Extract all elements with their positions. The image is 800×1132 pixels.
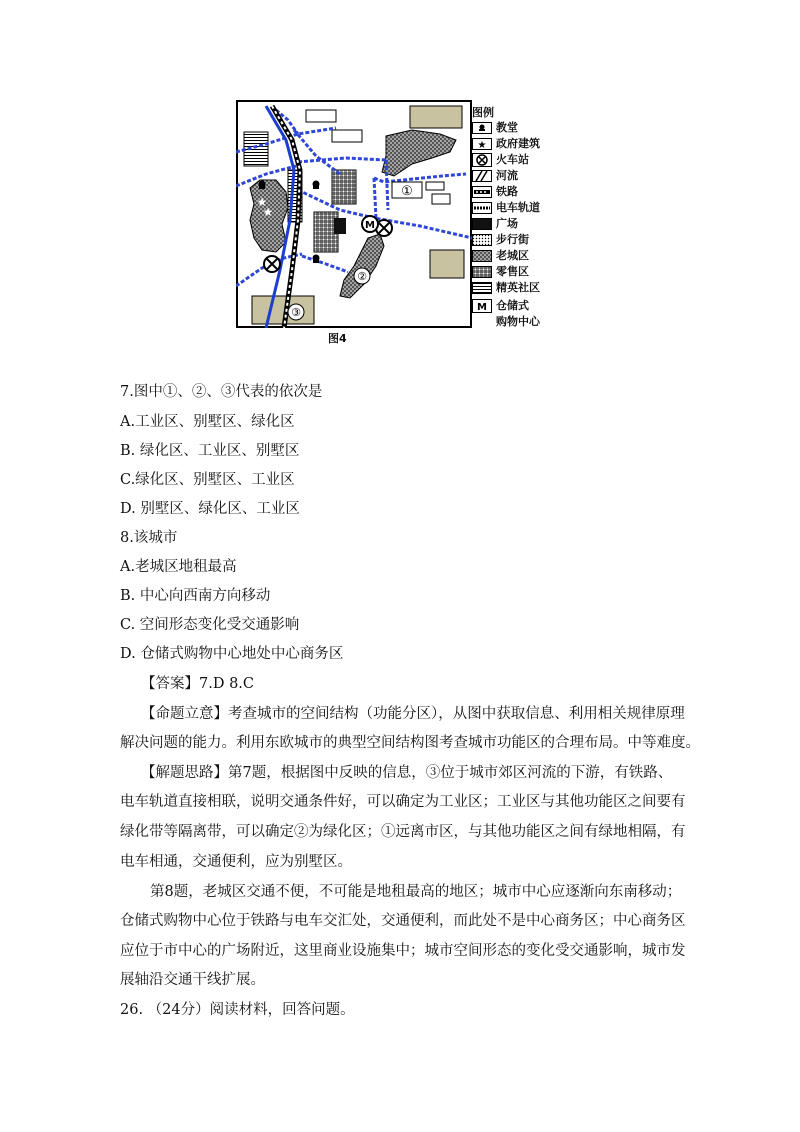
analysis-line-8: 展轴沿交通干线扩展。 [120, 972, 265, 988]
star-icon: ★ [256, 195, 268, 209]
zone-3-marker [288, 304, 304, 320]
question-7-option-b: B. 绿化区、工业区、别墅区 [120, 443, 300, 459]
warehouse-mall-icon [362, 216, 378, 232]
church-icon [472, 122, 492, 134]
legend-item-government: ★ 政府建筑 [472, 136, 540, 151]
star-icon [472, 138, 492, 150]
analysis-line-5: 第8题，老城区交通不便，不可能是地租最高的地区；城市中心应逐渐向东南移动； [150, 884, 682, 900]
old-town-icon [472, 250, 492, 262]
pedestrian-street-icon [472, 234, 492, 246]
star-icon: ★ [262, 205, 274, 219]
question-8: 8.该城市 [120, 530, 178, 546]
elite-block [244, 132, 268, 166]
answer-line: 【答案】7.D 8.C [141, 676, 254, 692]
train-station-icon [472, 153, 492, 167]
figure-caption: 图4 [328, 332, 347, 345]
question-8-option-a: A.老城区地租最高 [120, 559, 237, 575]
legend-item-old-town: 老城区 [472, 248, 529, 263]
square-icon [472, 218, 492, 230]
church-icon [313, 181, 320, 190]
analysis-line-3: 绿化带等隔离带，可以确定②为绿化区；①远离市区，与其他功能区之间有绿地相隔，有 [120, 824, 686, 840]
river-icon [472, 170, 492, 182]
svg-text:★: ★ [477, 139, 487, 150]
white-block-2 [332, 130, 362, 142]
church-icon [313, 255, 320, 264]
intent-line-1: 【命题立意】考查城市的空间结构（功能分区），从图中获取信息、利用相关规律原理 [141, 706, 685, 722]
analysis-line-7: 应位于市中心的广场附近，这里商业设施集中；城市空间形态的变化受交通影响，城市发 [120, 943, 686, 959]
white-block-3 [426, 182, 444, 190]
analysis-line-2: 电车轨道直接相联，说明交通条件好，可以确定为工业区；工业区与其他功能区之间要有 [120, 794, 686, 810]
svg-text:②: ② [357, 270, 367, 283]
question-8-option-d: D. 仓储式购物中心地处中心商务区 [120, 646, 344, 662]
legend-title: 图例 [472, 106, 494, 119]
white-block [306, 110, 336, 122]
legend-item-train-station: 火车站 [472, 152, 529, 167]
legend-item-warehouse: M 仓储式 [472, 298, 529, 313]
analysis-line-4: 电车相通，交通便利，应为别墅区。 [120, 854, 352, 870]
question-7-option-a: A.工业区、别墅区、绿化区 [120, 414, 295, 430]
railway-icon [472, 186, 492, 198]
train-station-icon [264, 256, 280, 272]
retail-area-icon [472, 266, 492, 278]
analysis-line-6: 仓储式购物中心位于铁路与电车交汇处，交通便利，而此处不是中心商务区；中心商务区 [120, 913, 686, 929]
question-8-option-c: C. 空间形态变化受交通影响 [120, 617, 300, 633]
question-7: 7.图中①、②、③代表的依次是 [120, 384, 323, 400]
white-block-4 [432, 194, 450, 204]
svg-text:①: ① [401, 184, 413, 199]
area-block-right [430, 250, 464, 278]
legend-item-tram: 电车轨道 [472, 200, 540, 215]
svg-text:M: M [477, 301, 487, 313]
legend-item-pedestrian: 步行街 [472, 232, 529, 247]
city-structure-figure [236, 100, 566, 350]
question-8-option-b: B. 中心向西南方向移动 [120, 588, 271, 604]
legend-item-church: 教堂 [472, 120, 518, 135]
question-7-option-d: D. 别墅区、绿化区、工业区 [120, 501, 300, 517]
elite-community-icon [472, 282, 492, 294]
warehouse-mall-icon [472, 299, 492, 313]
question-7-option-c: C.绿化区、别墅区、工业区 [120, 472, 295, 488]
legend-item-railway: 铁路 [472, 184, 518, 199]
question-26: 26. （24分）阅读材料，回答问题。 [120, 1002, 355, 1018]
square [334, 218, 346, 234]
svg-text:③: ③ [291, 306, 301, 319]
legend-item-square: 广场 [472, 216, 518, 231]
legend-item-elite: 精英社区 [472, 280, 540, 295]
analysis-line-1: 【解题思路】第7题，根据图中反映的信息，③位于城市郊区河流的下游，有铁路、 [141, 765, 673, 781]
zone-1-marker [392, 182, 422, 199]
legend-item-river: 河流 [472, 168, 518, 183]
zone-2-marker [354, 268, 370, 284]
city-map [236, 100, 472, 328]
church-icon [259, 181, 266, 190]
retail-block [332, 170, 356, 204]
svg-text:M: M [365, 220, 375, 231]
intent-line-2: 解决问题的能力。利用东欧城市的典型空间结构图考查城市功能区的合理布局。中等难度。 [120, 735, 700, 751]
tram-track-icon [472, 202, 492, 214]
legend-item-warehouse-2: 购物中心 [496, 314, 540, 328]
area-block-top-right [410, 106, 462, 128]
legend-item-retail: 零售区 [472, 264, 529, 279]
